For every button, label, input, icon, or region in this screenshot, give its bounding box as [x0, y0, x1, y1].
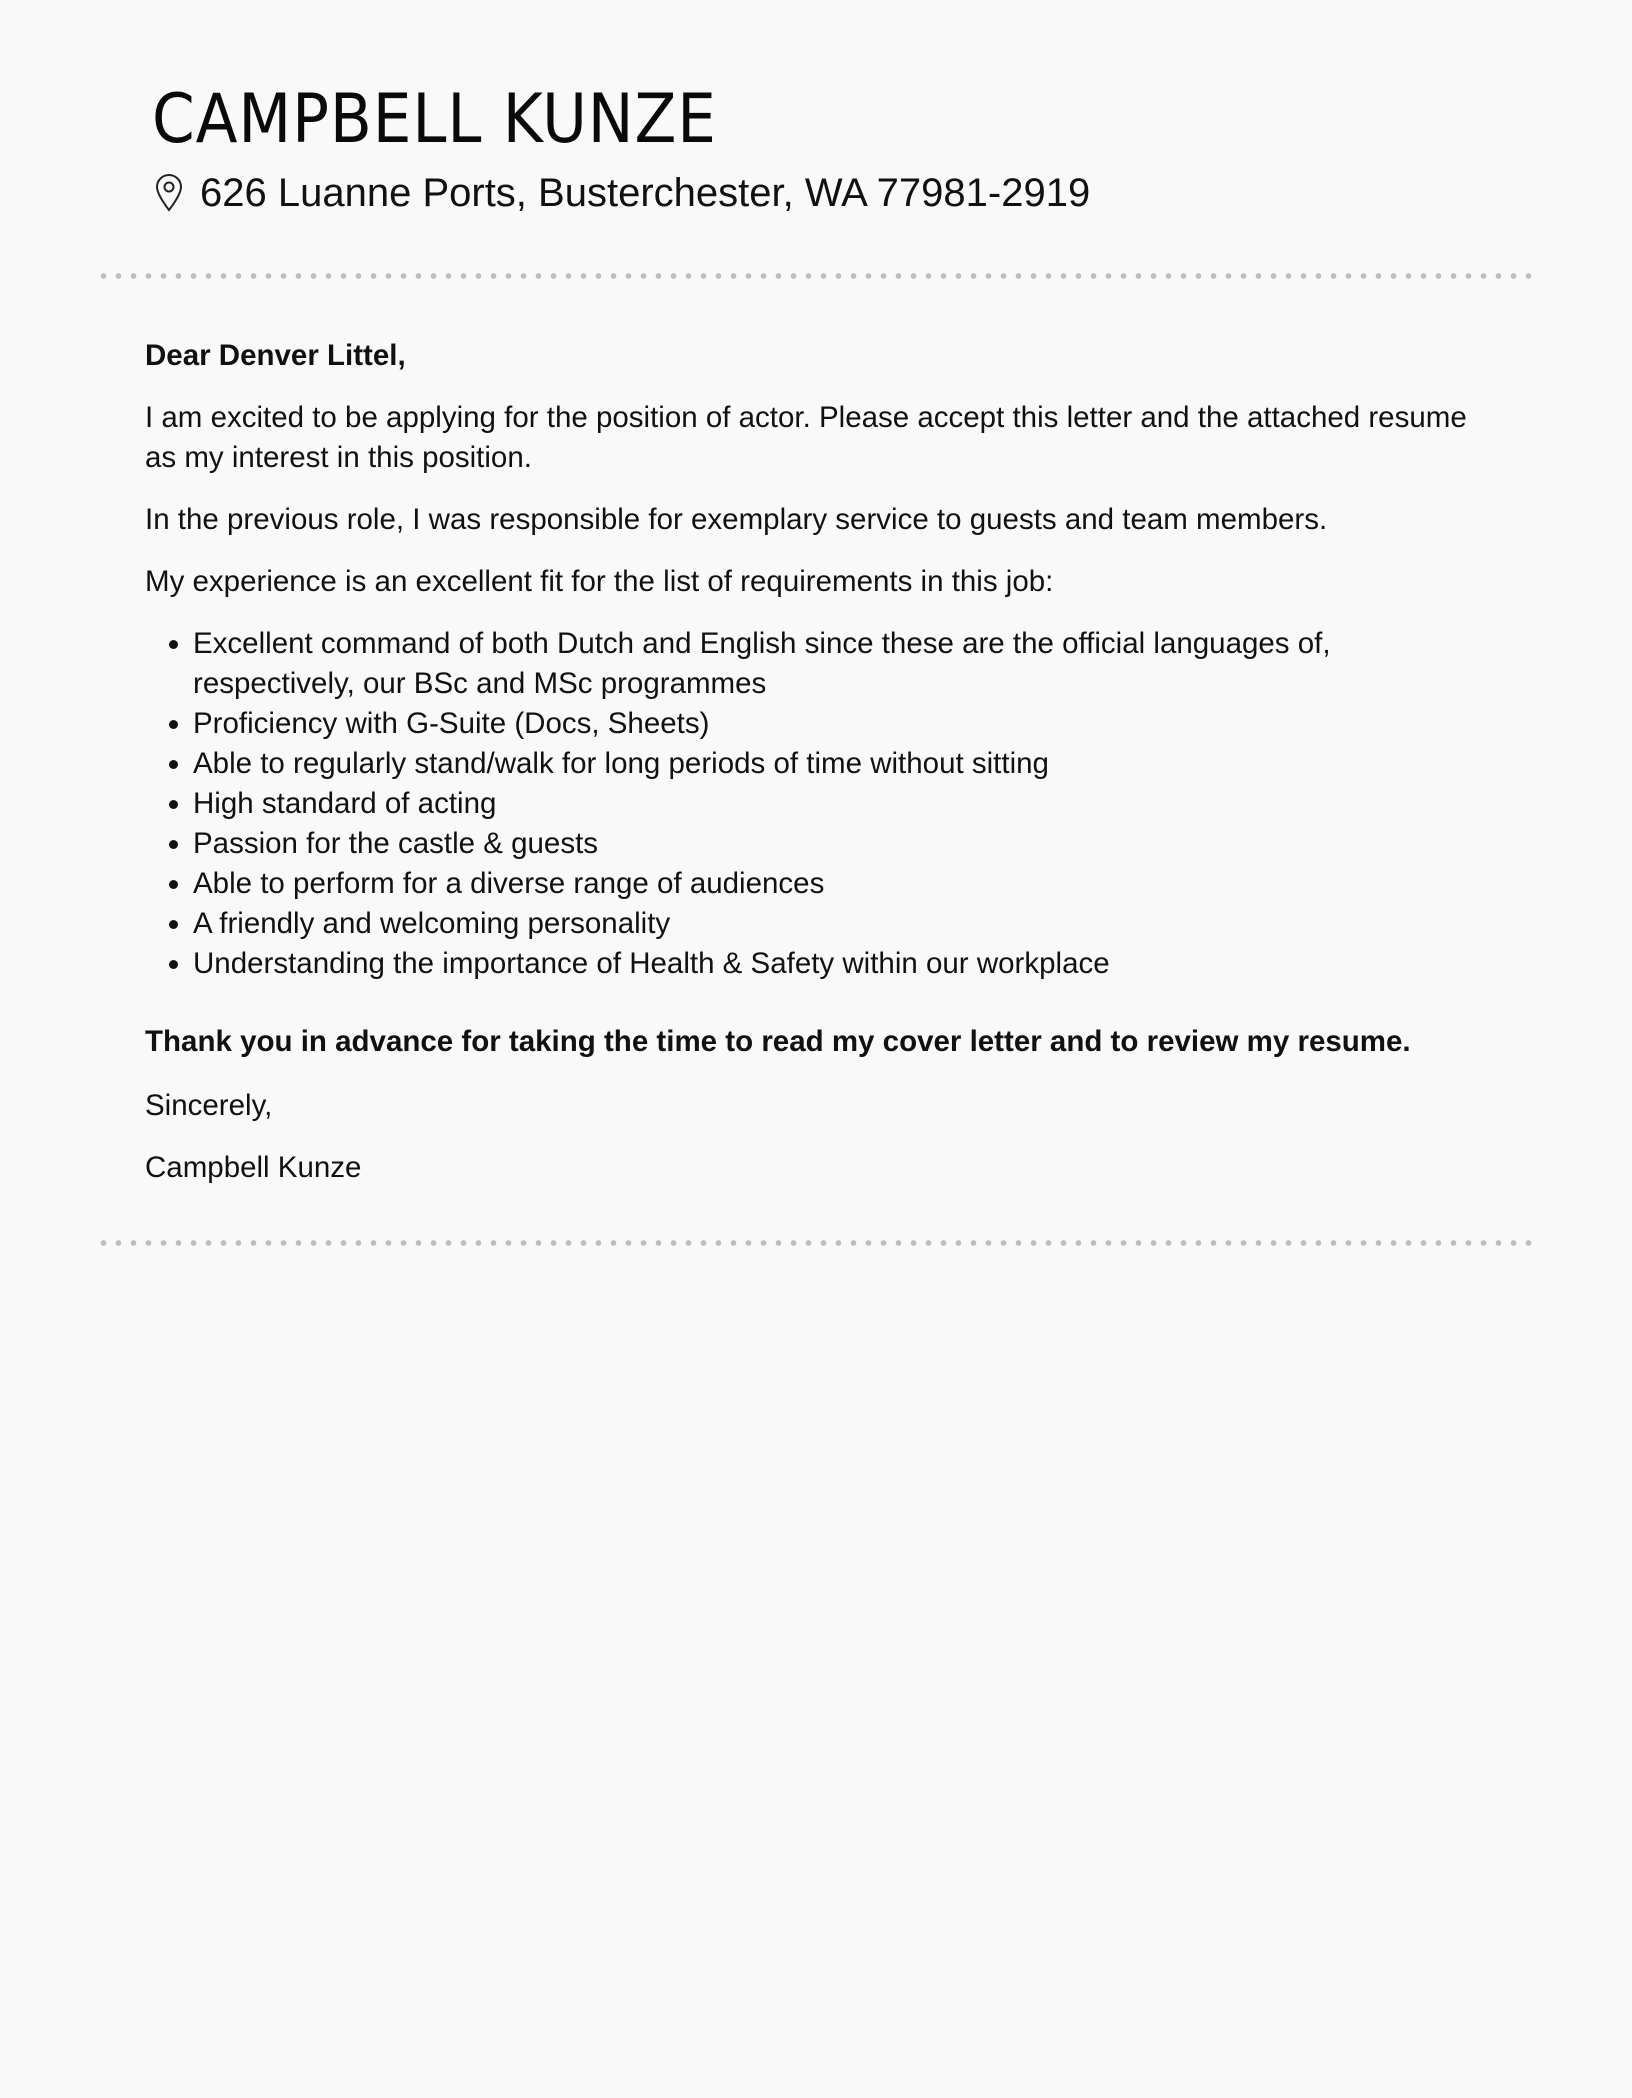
list-item: • Understanding the importance of Health & Safety within our workplace — [193, 944, 1495, 984]
top-dotted-divider — [96, 272, 1536, 280]
list-item: • Able to perform for a diverse range of audiences — [193, 864, 1495, 904]
requirements-intro: My experience is an excellent fit for the list of requirements in this job: — [145, 565, 1054, 598]
bottom-dotted-divider — [96, 1239, 1536, 1247]
list-item: • Excellent command of both Dutch and English since these are the official languages of, respectively, our BSc and MSc programmes — [193, 624, 1495, 704]
requirements-list — [145, 624, 1495, 984]
applicant-name: CAMPBELL KUNZE — [152, 80, 717, 159]
letter-body — [145, 336, 1495, 1210]
signature-name: Campbell Kunze — [145, 1151, 362, 1184]
list-item: • A friendly and welcoming personality — [193, 904, 1495, 944]
list-item: • Able to regularly stand/walk for long periods of time without sitting — [193, 744, 1495, 784]
closing-statement: Thank you in advance for taking the time to read my cover letter and to review my resume. — [145, 1025, 1411, 1058]
salutation: Dear Denver Littel, — [145, 339, 406, 372]
location-pin-icon — [152, 173, 186, 213]
applicant-address: 626 Luanne Ports, Busterchester, WA 77981-2919 — [200, 171, 1091, 215]
intro-paragraph: I am excited to be applying for the position of actor. Please accept this letter and the attached resume as my interest in this position. — [145, 401, 1467, 474]
list-item: • Proficiency with G-Suite (Docs, Sheets) — [193, 704, 1495, 744]
letter-header — [152, 78, 1090, 218]
signoff: Sincerely, — [145, 1089, 273, 1122]
experience-paragraph: In the previous role, I was responsible for exemplary service to guests and team members. — [145, 503, 1328, 536]
list-item: • Passion for the castle & guests — [193, 824, 1495, 864]
address-row — [152, 168, 1090, 218]
list-item: • High standard of acting — [193, 784, 1495, 824]
